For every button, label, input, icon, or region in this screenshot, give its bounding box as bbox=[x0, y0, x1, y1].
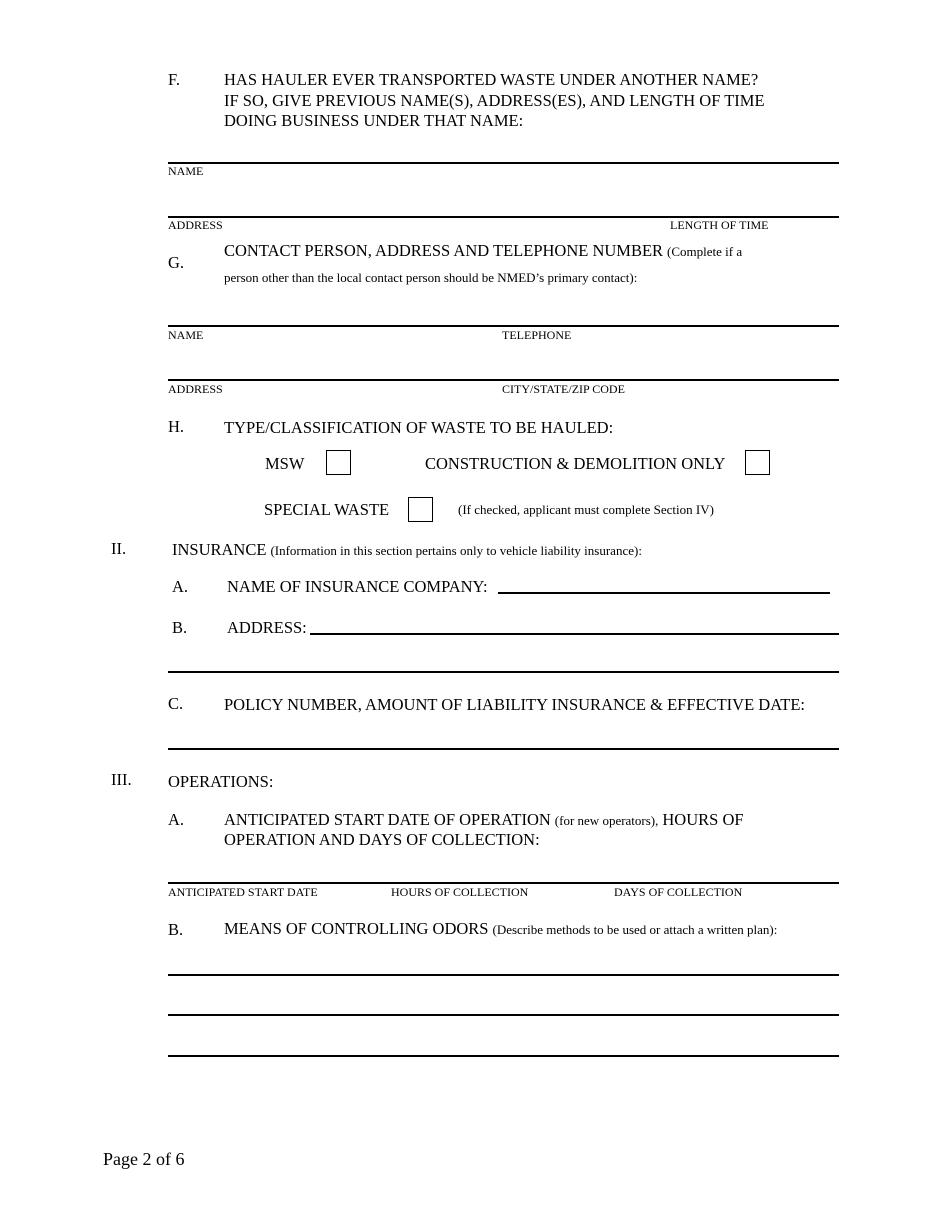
start-date-title: ANTICIPATED START DATE OF OPERATION bbox=[224, 810, 551, 829]
section-g-note-start: (Complete if a bbox=[667, 244, 743, 259]
section-g-title-line bbox=[224, 241, 742, 261]
section-g-title: CONTACT PERSON, ADDRESS AND TELEPHONE NUMBER bbox=[224, 241, 664, 260]
odor-control-line-1[interactable] bbox=[168, 974, 839, 976]
section-h-title: TYPE/CLASSIFICATION OF WASTE TO BE HAULED: bbox=[224, 418, 614, 437]
previous-name-field[interactable] bbox=[168, 162, 839, 164]
msw-label: MSW bbox=[265, 454, 305, 473]
section-g-letter: G. bbox=[168, 253, 185, 272]
days-of-collection-label: DAYS OF COLLECTION bbox=[614, 885, 743, 899]
section-f-letter: F. bbox=[168, 70, 180, 89]
insurance-heading bbox=[172, 540, 642, 560]
insurance-company-label: NAME OF INSURANCE COMPANY: bbox=[227, 577, 488, 596]
msw-checkbox[interactable] bbox=[326, 450, 351, 475]
insurance-note: (Information in this section pertains only to vehicle liability insurance): bbox=[270, 543, 642, 558]
section-ii-numeral: II. bbox=[111, 539, 127, 558]
hours-title: HOURS OF bbox=[662, 810, 744, 829]
special-waste-checkbox[interactable] bbox=[408, 497, 433, 522]
operations-a-line-2: OPERATION AND DAYS OF COLLECTION: bbox=[224, 830, 540, 849]
insurance-address-label: ADDRESS: bbox=[227, 618, 307, 637]
contact-name-label: NAME bbox=[168, 328, 204, 342]
special-waste-label: SPECIAL WASTE bbox=[264, 500, 390, 519]
section-f-question-line-1: HAS HAULER EVER TRANSPORTED WASTE UNDER ANOTHER NAME? bbox=[224, 70, 759, 89]
previous-address-label: ADDRESS bbox=[168, 218, 223, 232]
insurance-address-field[interactable] bbox=[310, 633, 839, 635]
odor-control-line-2[interactable] bbox=[168, 1014, 839, 1016]
insurance-a-letter: A. bbox=[172, 577, 189, 596]
operations-schedule-field[interactable] bbox=[168, 882, 839, 884]
odor-control-title: MEANS OF CONTROLLING ODORS bbox=[224, 919, 489, 938]
operations-a-heading bbox=[224, 810, 744, 830]
section-f-question-line-2: IF SO, GIVE PREVIOUS NAME(S), ADDRESS(ES), AND LENGTH OF TIME bbox=[224, 91, 765, 110]
hours-of-collection-label: HOURS OF COLLECTION bbox=[391, 885, 529, 899]
contact-name-telephone-field[interactable] bbox=[168, 325, 839, 327]
odor-control-line-3[interactable] bbox=[168, 1055, 839, 1057]
operations-title: OPERATIONS: bbox=[168, 772, 274, 791]
contact-telephone-label: TELEPHONE bbox=[502, 328, 572, 342]
start-date-note: (for new operators), bbox=[554, 813, 659, 828]
length-of-time-label: LENGTH OF TIME bbox=[670, 218, 769, 232]
section-f-question-line-3: DOING BUSINESS UNDER THAT NAME: bbox=[224, 111, 524, 130]
page-number: Page 2 of 6 bbox=[103, 1149, 185, 1169]
construction-demolition-label: CONSTRUCTION & DEMOLITION ONLY bbox=[425, 454, 726, 473]
section-h-letter: H. bbox=[168, 417, 185, 436]
contact-address-field[interactable] bbox=[168, 379, 839, 381]
contact-city-state-zip-label: CITY/STATE/ZIP CODE bbox=[502, 382, 625, 396]
contact-address-label: ADDRESS bbox=[168, 382, 223, 396]
policy-details-field[interactable] bbox=[168, 748, 839, 750]
previous-name-label: NAME bbox=[168, 164, 204, 178]
anticipated-start-date-label: ANTICIPATED START DATE bbox=[168, 885, 318, 899]
insurance-c-letter: C. bbox=[168, 694, 184, 713]
insurance-title: INSURANCE bbox=[172, 540, 267, 559]
operations-b-letter: B. bbox=[168, 920, 184, 939]
insurance-b-letter: B. bbox=[172, 618, 188, 637]
section-g-note-end: person other than the local contact person should be NMED’s primary contact): bbox=[224, 270, 638, 285]
odor-control-heading bbox=[224, 919, 777, 939]
special-waste-note: (If checked, applicant must complete Section IV) bbox=[458, 502, 714, 517]
insurance-address-line-2[interactable] bbox=[168, 671, 839, 673]
operations-a-letter: A. bbox=[168, 810, 185, 829]
odor-control-note: (Describe methods to be used or attach a written plan): bbox=[492, 922, 778, 937]
section-iii-numeral: III. bbox=[111, 770, 132, 789]
policy-details-label: POLICY NUMBER, AMOUNT OF LIABILITY INSURANCE & EFFECTIVE DATE: bbox=[224, 695, 806, 714]
insurance-company-field[interactable] bbox=[498, 592, 830, 594]
construction-demolition-checkbox[interactable] bbox=[745, 450, 770, 475]
